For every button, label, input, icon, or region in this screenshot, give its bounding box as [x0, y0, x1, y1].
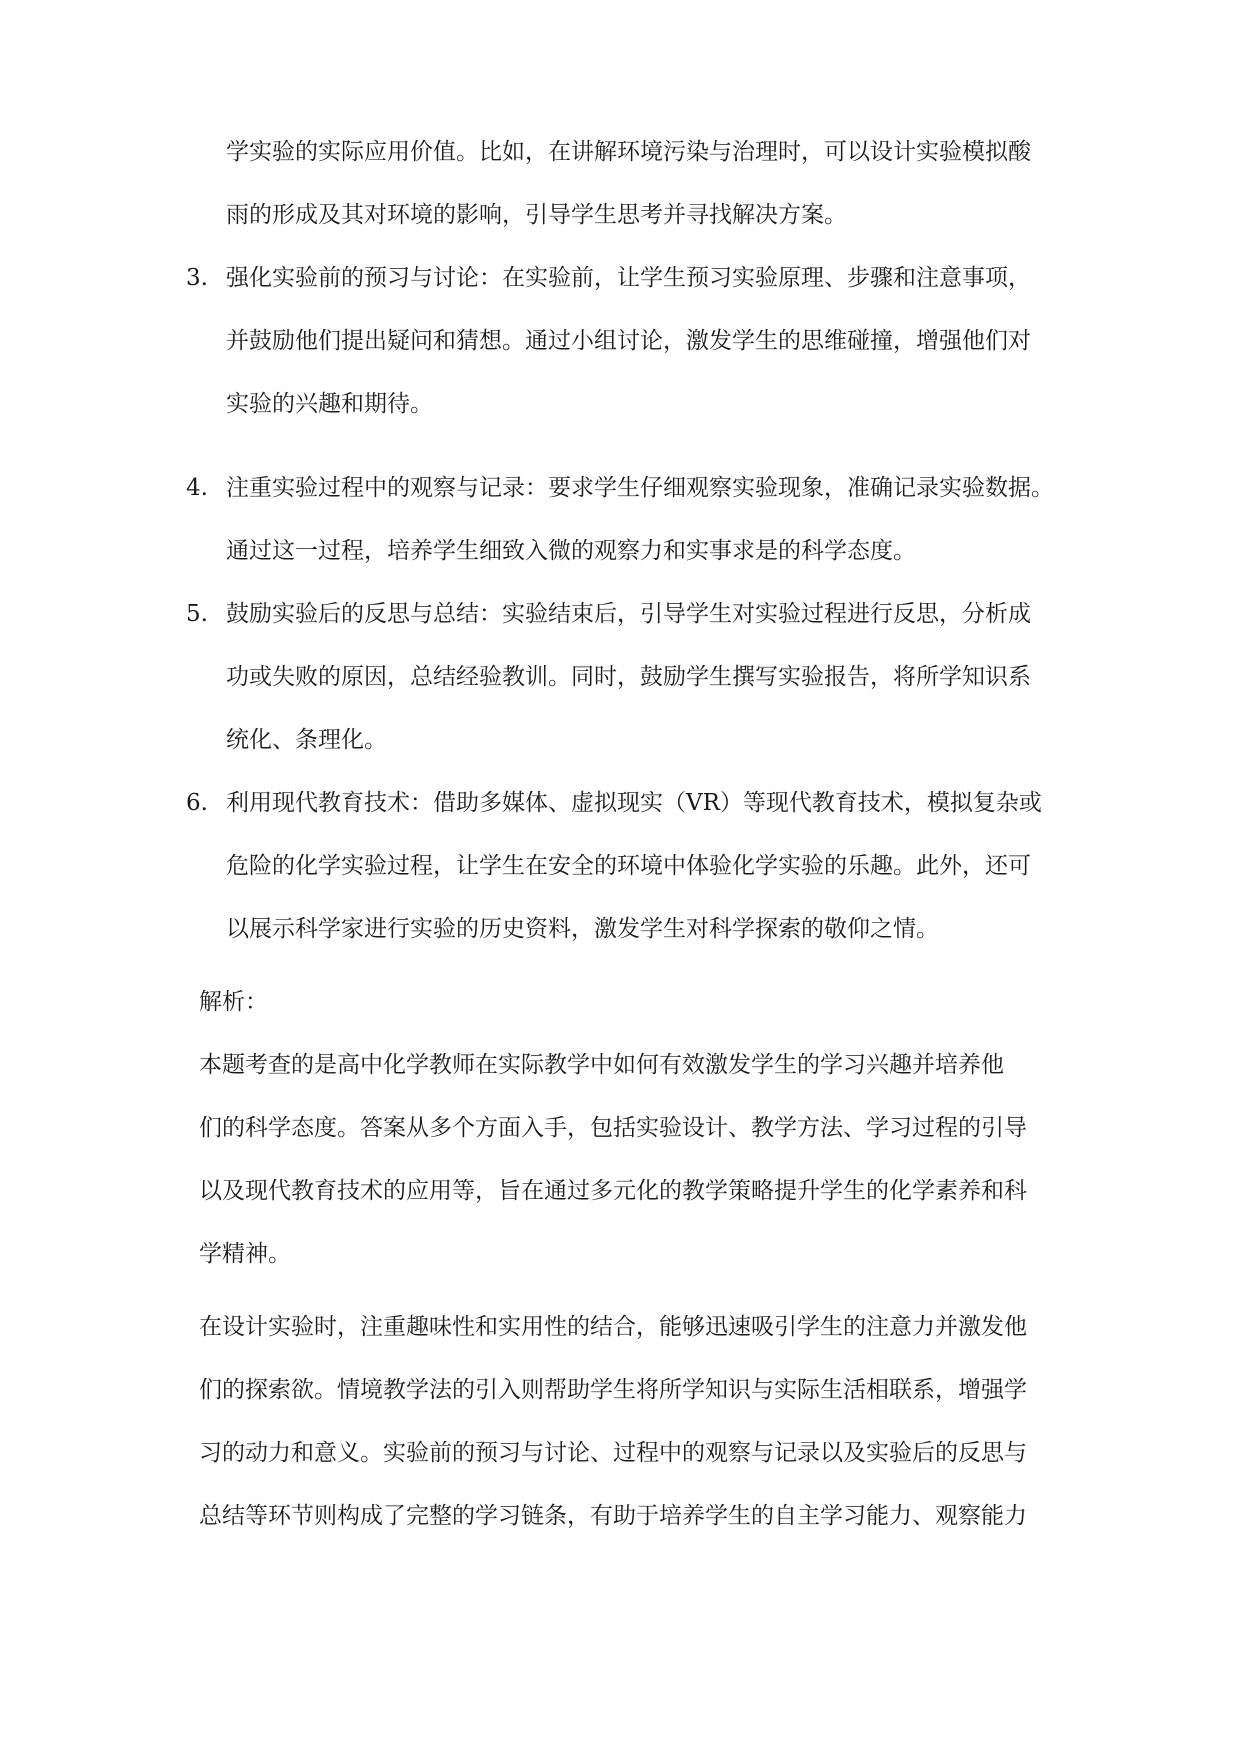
- analysis-line: 总结等环节则构成了完整的学习链条，有助于培养学生的自主学习能力、观察能力: [199, 1503, 1027, 1529]
- analysis-line: 习的动力和意义。实验前的预习与讨论、过程中的观察与记录以及实验后的反思与: [199, 1440, 1027, 1466]
- analysis-line: 本题考查的是高中化学教师在实际教学中如何有效激发学生的学习兴趣并培养他: [199, 1052, 1004, 1078]
- list-item-line: 注重实验过程中的观察与记录：要求学生仔细观察实验现象，准确记录实验数据。: [226, 475, 1054, 501]
- list-item-number: 6.: [186, 790, 208, 816]
- analysis-line: 学精神。: [199, 1241, 291, 1267]
- list-item-number: 5.: [186, 601, 208, 627]
- list-item-line: 危险的化学实验过程，让学生在安全的环境中体验化学实验的乐趣。此外，还可: [226, 853, 1031, 879]
- analysis-line: 们的科学态度。答案从多个方面入手，包括实验设计、教学方法、学习过程的引导: [199, 1115, 1027, 1141]
- analysis-heading: 解析：: [199, 989, 268, 1015]
- list-item-line: 统化、条理化。: [226, 727, 387, 753]
- analysis-line: 们的探索欲。情境教学法的引入则帮助学生将所学知识与实际生活相联系，增强学: [199, 1377, 1027, 1403]
- analysis-line: 在设计实验时，注重趣味性和实用性的结合，能够迅速吸引学生的注意力并激发他: [199, 1314, 1027, 1340]
- list-item-line: 利用现代教育技术：借助多媒体、虚拟现实（VR）等现代教育技术，模拟复杂或: [226, 790, 1042, 816]
- list-item-line: 强化实验前的预习与讨论：在实验前，让学生预习实验原理、步骤和注意事项，: [226, 265, 1031, 291]
- list-item-line: 鼓励实验后的反思与总结：实验结束后，引导学生对实验过程进行反思，分析成: [226, 601, 1031, 627]
- list-item-number: 3.: [186, 265, 208, 291]
- analysis-line: 以及现代教育技术的应用等，旨在通过多元化的教学策略提升学生的化学素养和科: [199, 1178, 1027, 1204]
- list-item-line: 实验的兴趣和期待。: [226, 391, 433, 417]
- list-item-number: 4.: [186, 475, 208, 501]
- list-item-line: 通过这一过程，培养学生细致入微的观察力和实事求是的科学态度。: [226, 538, 916, 564]
- continuation-line: 学实验的实际应用价值。比如，在讲解环境污染与治理时，可以设计实验模拟酸: [226, 139, 1031, 165]
- list-item-line: 并鼓励他们提出疑问和猜想。通过小组讨论，激发学生的思维碰撞，增强他们对: [226, 328, 1031, 354]
- list-item-line: 功或失败的原因，总结经验教训。同时，鼓励学生撰写实验报告，将所学知识系: [226, 664, 1031, 690]
- list-item-line: 以展示科学家进行实验的历史资料，激发学生对科学探索的敬仰之情。: [226, 916, 939, 942]
- continuation-line: 雨的形成及其对环境的影响，引导学生思考并寻找解决方案。: [226, 202, 847, 228]
